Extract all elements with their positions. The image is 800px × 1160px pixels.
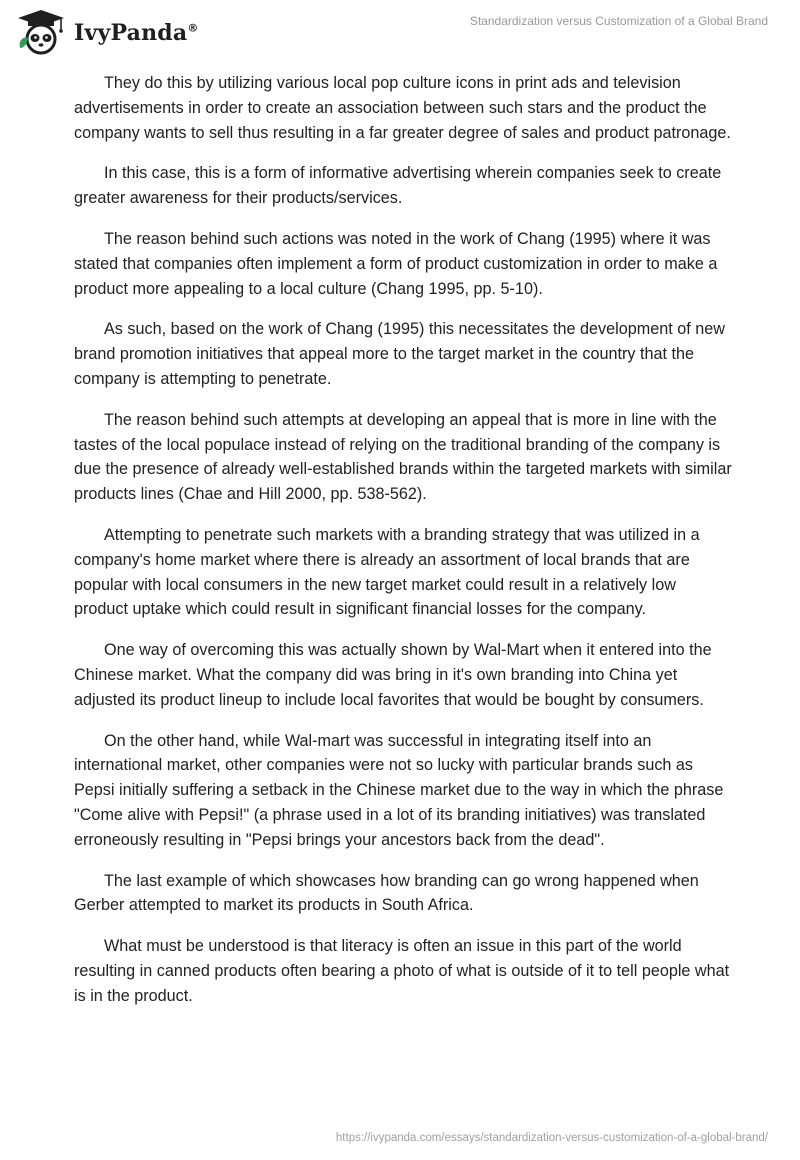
essay-body — [74, 71, 734, 1025]
paragraph: On the other hand, while Wal-mart was successful in integrating itself into an international market, other companies were not so lucky with particular brands such as Pepsi initially suffering a setback in the Chinese market due to the way in which the phrase "Come alive with Pepsi!" (a phrase used in a lot of its branding initiatives) was translated erroneously resulting in "Pepsi brings your ancestors back from the dead". — [74, 731, 724, 849]
logo-wordmark: IvyPanda® — [74, 20, 199, 46]
paragraph: One way of overcoming this was actually shown by Wal-Mart when it entered into the Chinese market. What the company did was bring in it's own branding into China yet adjusted its product lineup to include local favorites that would be bought by consumers. — [74, 641, 712, 709]
paragraph: The reason behind such attempts at developing an appeal that is more in line with the tastes of the local populace instead of relying on the traditional branding of the company is due the presence of already well-established brands within the targeted markets with similar products lines (Chae and Hill 2000, pp. 538-562). — [74, 410, 732, 504]
paragraph: They do this by utilizing various local pop culture icons in print ads and television advertisements in order to create an association between such stars and the product the company wants to sell thus resulting in a far greater degree of sales and product patronage. — [74, 74, 731, 142]
page-header — [0, 0, 800, 60]
ivypanda-logo[interactable] — [14, 8, 199, 56]
paragraph: The reason behind such actions was noted in the work of Chang (1995) where it was stated that companies often implement a form of product customization in order to make a product more appealing to a local culture (Chang 1995, pp. 5-10). — [74, 229, 718, 298]
source-url-link[interactable]: https://ivypanda.com/essays/standardization-versus-customization-of-a-global-brand/ — [335, 1132, 768, 1144]
panda-graduate-icon — [14, 8, 68, 56]
document-title: Standardization versus Customization of a Global Brand — [469, 14, 768, 28]
paragraph: Attempting to penetrate such markets with a branding strategy that was utilized in a company's home market where there is already an assortment of local brands that are popular with local consumers in the new target market could result in a relatively low product uptake which could result in significant financial losses for the company. — [74, 525, 700, 619]
paragraph: In this case, this is a form of informative advertising wherein companies seek to create greater awareness for their products/services. — [74, 164, 722, 208]
paragraph: As such, based on the work of Chang (1995) this necessitates the development of new brand promotion initiatives that appeal more to the target market in the country that the company is attempting to penetrate. — [74, 320, 725, 388]
paragraph: What must be understood is that literacy is often an issue in this part of the world resulting in canned products often bearing a photo of what is outside of it to tell people what is in the product. — [74, 937, 730, 1005]
paragraph: The last example of which showcases how branding can go wrong happened when Gerber attempted to market its products in South Africa. — [74, 871, 699, 915]
